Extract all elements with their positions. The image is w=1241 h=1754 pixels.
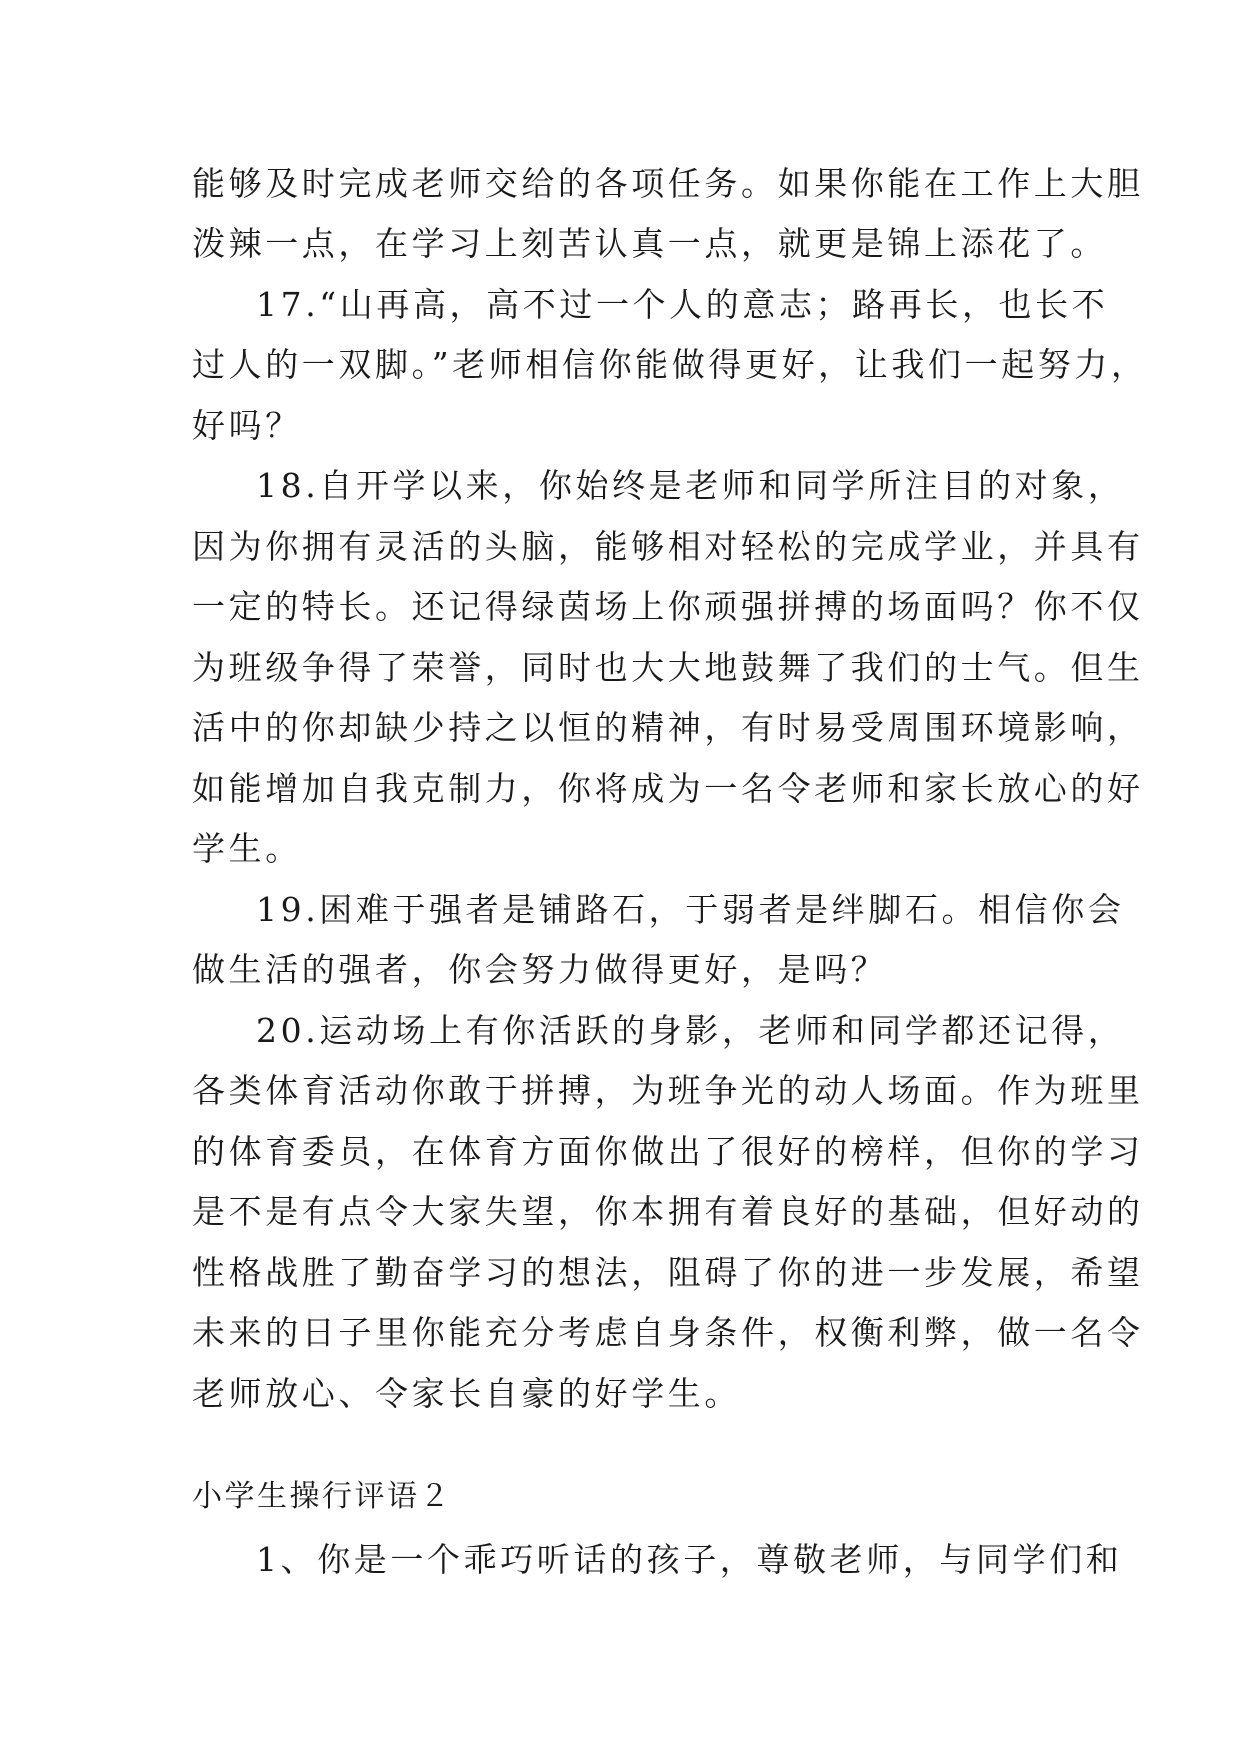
section-heading: 小学生操行评语２ bbox=[192, 1479, 452, 1514]
item-20-line: 20.运动场上有你活跃的身影，老师和同学都还记得， bbox=[256, 1011, 1125, 1050]
paragraph-line: 因为你拥有灵活的头脑，能够相对轻松的完成学业，并具有 bbox=[192, 527, 1144, 566]
paragraph-line: 老师放心、令家长自豪的好学生。 bbox=[192, 1374, 741, 1413]
paragraph-line: 为班级争得了荣誉，同时也大大地鼓舞了我们的士气。但生 bbox=[192, 648, 1144, 687]
paragraph-line: 未来的日子里你能充分考虑自身条件，权衡利弊，做一名令 bbox=[192, 1313, 1144, 1352]
paragraph-line: 性格战胜了勤奋学习的想法，阻碍了你的进一步发展，希望 bbox=[192, 1253, 1144, 1292]
item-18-line: 18.自开学以来，你始终是老师和同学所注目的对象， bbox=[256, 466, 1125, 505]
item-19-line: 19.困难于强者是铺路石，于弱者是绊脚石。相信你会 bbox=[256, 890, 1125, 929]
paragraph-line: 一定的特长。还记得绿茵场上你顽强拼搏的场面吗？你不仅 bbox=[192, 587, 1144, 626]
item-1-line: 1、你是一个乖巧听话的孩子，尊敬老师，与同学们和 bbox=[256, 1540, 1123, 1579]
item-17-line: 17.“山再高，高不过一个人的意志；路再长，也长不 bbox=[256, 285, 1109, 324]
paragraph-line: 能够及时完成老师交给的各项任务。如果你能在工作上大胆 bbox=[192, 164, 1144, 203]
paragraph-line: 如能增加自我克制力，你将成为一名令老师和家长放心的好 bbox=[192, 769, 1144, 808]
paragraph-line: 好吗？ bbox=[192, 406, 302, 445]
paragraph-line: 的体育委员，在体育方面你做出了很好的榜样，但你的学习 bbox=[192, 1132, 1144, 1171]
paragraph-line: 学生。 bbox=[192, 829, 302, 868]
paragraph-line: 是不是有点令大家失望，你本拥有着良好的基础，但好动的 bbox=[192, 1192, 1144, 1231]
paragraph-line: 过人的一双脚。”老师相信你能做得更好，让我们一起努力， bbox=[192, 345, 1148, 384]
paragraph-line: 活中的你却缺少持之以恒的精神，有时易受周围环境影响， bbox=[192, 708, 1144, 747]
paragraph-line: 泼辣一点，在学习上刻苦认真一点，就更是锦上添花了。 bbox=[192, 224, 1107, 263]
paragraph-line: 做生活的强者，你会努力做得更好，是吗？ bbox=[192, 950, 888, 989]
paragraph-line: 各类体育活动你敢于拼搏，为班争光的动人场面。作为班里 bbox=[192, 1071, 1144, 1110]
